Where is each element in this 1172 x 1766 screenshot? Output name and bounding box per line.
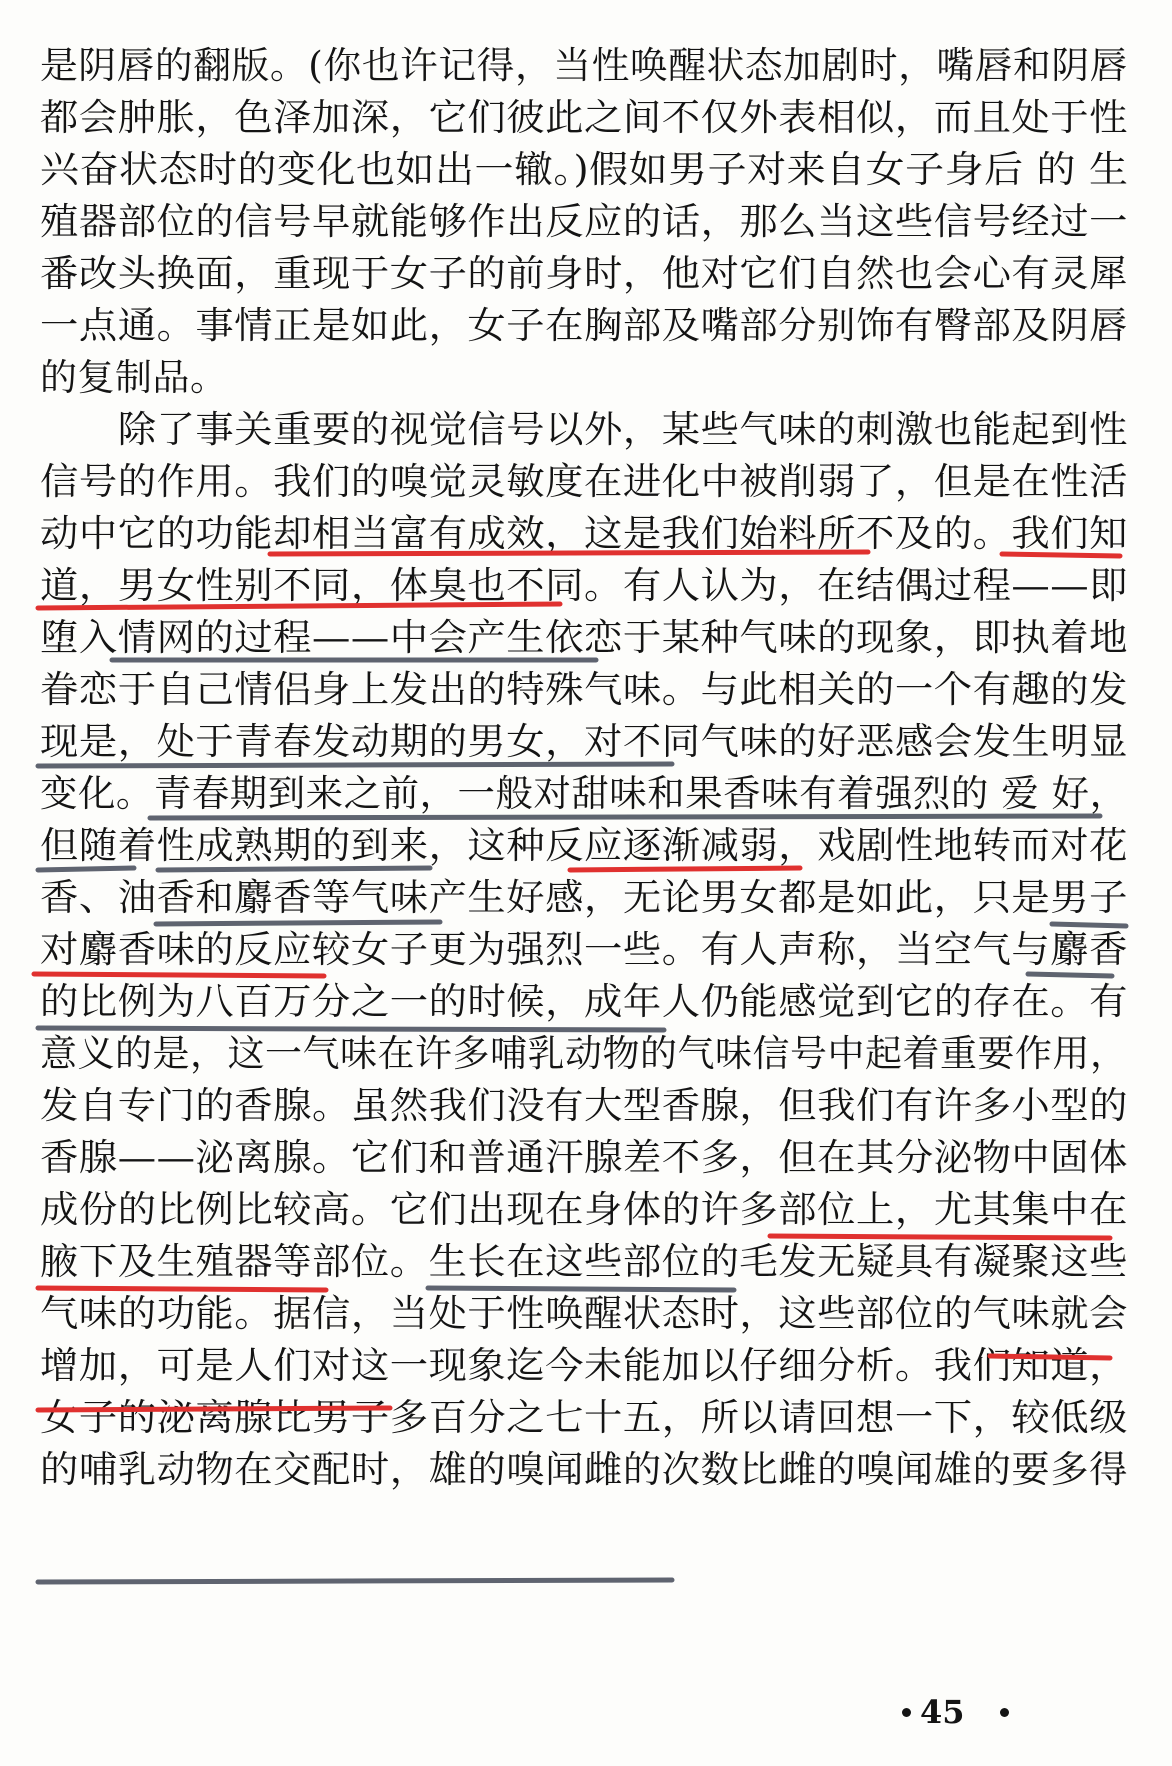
text-line-4: 殖器部位的信号早就能够作出反应的话，那么当这些信号经过一 (40, 200, 1129, 243)
page-number-dot-left (902, 1708, 911, 1717)
text-line-14: 现是，处于青春发动期的男女，对不同气味的好恶感会发生明显 (40, 720, 1129, 763)
text-line-24: 腋下及生殖器等部位。生长在这些部位的毛发无疑具有凝聚这些 (40, 1240, 1129, 1283)
text-line-12: 堕入情网的过程——中会产生依恋于某种气味的现象，即执着地 (40, 616, 1129, 659)
gray-underline (38, 1580, 672, 1582)
text-line-28: 的哺乳动物在交配时，雄的嗅闻雌的次数比雌的嗅闻雄的要多得 (40, 1448, 1129, 1491)
text-line-25: 气味的功能。据信，当处于性唤醒状态时，这些部位的气味就会 (40, 1292, 1129, 1335)
page-number: 45 (920, 1693, 965, 1731)
page-number-dot-right (1000, 1708, 1009, 1717)
text-line-7: 的复制品。 (40, 356, 228, 399)
text-line-13: 眷恋于自己情侣身上发出的特殊气味。与此相关的一个有趣的发 (40, 668, 1129, 711)
text-line-23: 成份的比例比较高。它们出现在身体的许多部位上，尤其集中在 (40, 1188, 1129, 1231)
text-line-5: 番改头换面，重现于女子的前身时，他对它们自然也会心有灵犀 (40, 252, 1129, 295)
text-line-16: 但随着性成熟期的到来，这种反应逐渐减弱，戏剧性地转而对花 (40, 824, 1129, 867)
text-line-10: 动中它的功能却相当富有成效，这是我们始料所不及的。我们知 (40, 512, 1129, 555)
text-line-27: 女子的泌离腺比男子多百分之七十五，所以请回想一下，较低级 (40, 1396, 1129, 1439)
text-line-18: 对麝香味的反应较女子更为强烈一些。有人声称，当空气与麝香 (40, 928, 1129, 971)
text-line-11: 道，男女性别不同，体臭也不同。有人认为，在结偶过程——即 (40, 564, 1129, 607)
text-line-20: 意义的是，这一气味在许多哺乳动物的气味信号中起着重要作用， (40, 1032, 1128, 1075)
text-line-6: 一点通。事情正是如此，女子在胸部及嘴部分别饰有臀部及阴唇 (40, 304, 1129, 347)
text-line-8: 除了事关重要的视觉信号以外，某些气味的刺激也能起到性 (40, 408, 1129, 451)
text-line-17: 香、油香和麝香等气味产生好感，无论男女都是如此，只是男子 (40, 876, 1129, 919)
text-line-15: 变化。青春期到来之前，一般对甜味和果香味有着强烈的 爱 好， (40, 772, 1128, 815)
text-line-2: 都会肿胀，色泽加深，它们彼此之间不仅外表相似，而且处于性 (40, 96, 1129, 139)
text-line-19: 的比例为八百万分之一的时候，成年人仍能感觉到它的存在。有 (40, 980, 1129, 1023)
text-line-26: 增加，可是人们对这一现象迄今未能加以仔细分析。我们知道， (40, 1344, 1129, 1387)
text-line-21: 发自专门的香腺。虽然我们没有大型香腺，但我们有许多小型的 (40, 1084, 1129, 1127)
text-line-22: 香腺——泌离腺。它们和普通汗腺差不多，但在其分泌物中固体 (40, 1136, 1129, 1179)
text-line-9: 信号的作用。我们的嗅觉灵敏度在进化中被削弱了，但是在性活 (40, 460, 1129, 503)
text-line-3: 兴奋状态时的变化也如出一辙。)假如男子对来自女子身后 的 生 (40, 148, 1129, 191)
text-line-1: 是阴唇的翻版。(你也许记得，当性唤醒状态加剧时，嘴唇和阴唇 (40, 44, 1128, 87)
